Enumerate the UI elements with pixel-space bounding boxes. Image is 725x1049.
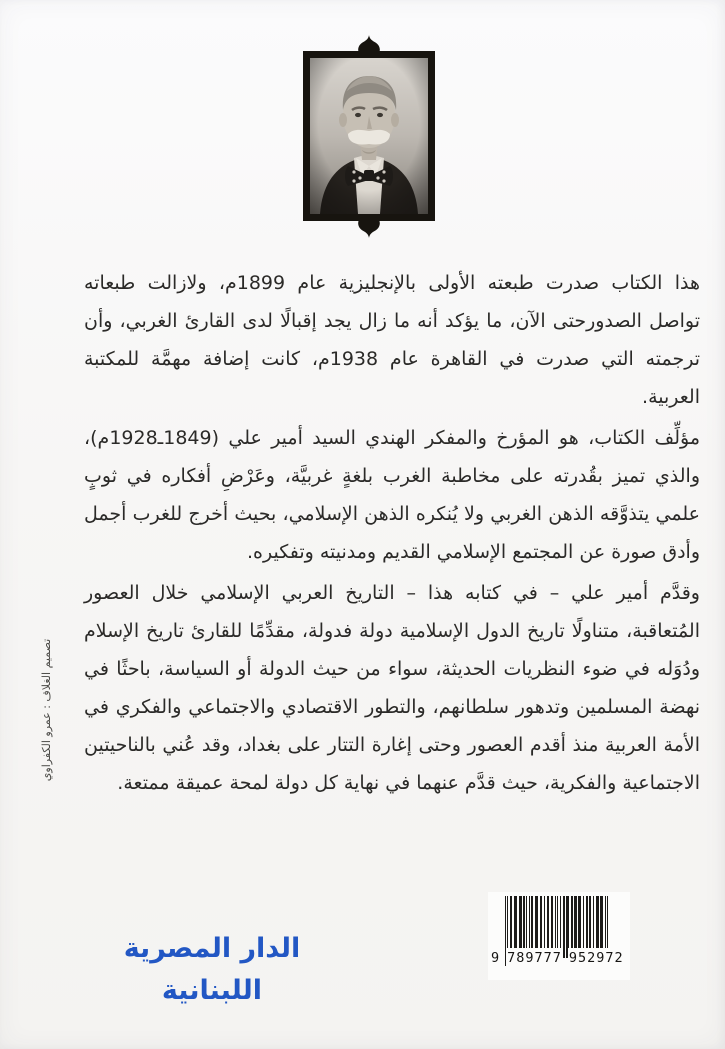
author-portrait	[303, 35, 435, 237]
barcode-digit-group: 952972	[568, 950, 624, 966]
publisher-logo	[102, 928, 322, 1006]
cover-designer-credit: تصميم الغلاف : عمرو الكفراوي	[40, 638, 53, 782]
barcode-digit-group: 9	[491, 950, 501, 966]
publisher-logo-text: الدار المصرية اللبنانية	[123, 933, 301, 1006]
barcode-digit-group: 789777	[507, 950, 562, 966]
barcode-digits	[490, 948, 625, 968]
portrait-photo	[310, 58, 428, 214]
blurb-paragraph-1: هذا الكتاب صدرت طبعته الأولى بالإنجليزية عام 1899م، ولازالت طبعاته تواصل الصدورحتى الآن، ما يؤكد أنه ما زال يجد إقبالًا لدى القارئ الغربي، وأن ترجمته التي صدرت في القاهرة عام 1938م، كانت إضافة مهمَّة للمكتبة العربية.	[84, 272, 700, 408]
blurb-paragraph-3: وقدَّم أمير علي – في كتابه هذا – التاريخ العربي الإسلامي خلال العصور المُتعاقبة، متناولًا تاريخ الدول الإسلامية دولة فدولة، مقدِّمًا للقارئ تاريخ الإسلام ودُوَله في ضوء النظريات الحديثة، سواء من حيث الدولة أو السياسة، باحثًا في نهضة المسلمين وتدهور سلطانهم، والتطور الاقتصادي والاجتماعي والفكري في الأمة العربية منذ أقدم العصور وحتى إغارة التتار على بغداد، وقد عُني بالناحيتين الاجتماعية والفكرية، حيث قدَّم عنهما في نهاية كل دولة لمحة عميقة ممتعة.	[84, 582, 700, 794]
back-cover-text	[84, 264, 700, 805]
isbn-barcode	[488, 892, 630, 980]
frame-finial-bottom-icon	[356, 216, 382, 238]
portrait-frame	[303, 51, 435, 221]
blurb-paragraph-2: مؤلِّف الكتاب، هو المؤرخ والمفكر الهندي السيد أمير علي (1849ـ1928م)، والذي تميز بقُدرته على مخاطبة الغرب بلغةٍ غربيَّة، وعَرْضِ أفكاره في ثوبٍ علمي يتذوَّقه الذهن الغربي ولا يُنكره الذهن الإسلامي، بحيث أخرج للغرب أجمل وأدق صورة عن المجتمع الإسلامي القديم ومدنيته وتفكيره.	[84, 427, 700, 563]
